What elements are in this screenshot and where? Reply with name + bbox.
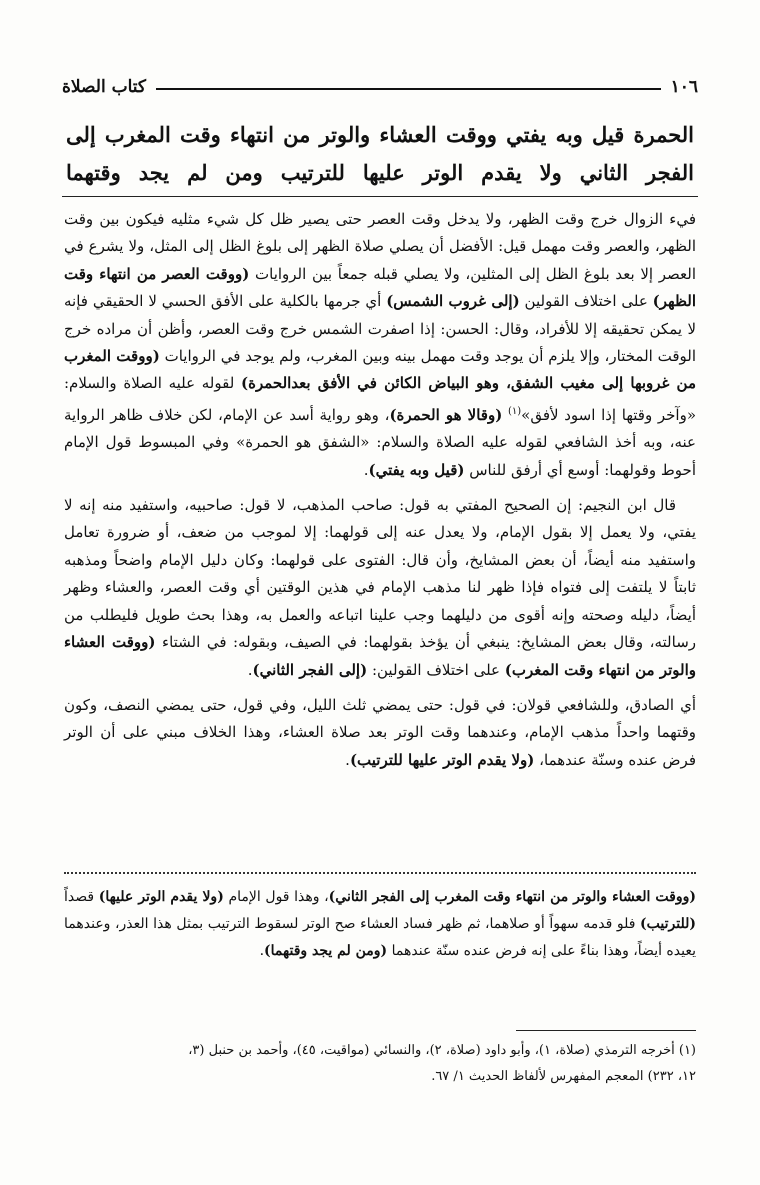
- quoted-matn: (وقالا هو الحمرة): [389, 405, 503, 424]
- commentary: [64, 206, 696, 782]
- marginal-commentary: [64, 884, 696, 965]
- text: على اختلاف القولين: [519, 292, 653, 311]
- commentary-paragraph-1: [64, 206, 696, 484]
- footnote-divider: [516, 1030, 696, 1031]
- quoted-matn: (ومن لم يجد وقتهما): [264, 943, 388, 959]
- text: ، وهذا قول الإمام: [223, 889, 329, 905]
- dotted-separator: [64, 872, 696, 874]
- main-text: [66, 116, 694, 192]
- quoted-matn: (ووقت العصر من انتهاء وقت الظهر): [64, 264, 696, 311]
- quoted-matn: (إلى الفجر الثاني): [252, 660, 368, 679]
- main-text-line-2: الفجر الثاني ولا يقدم الوتر عليها للترتيب ومن لم يجد وقتهما: [66, 160, 694, 185]
- text: ، وهو رواية أسد عن الإمام، لكن خلاف ظاهر الرواية عنه، وبه أخذ الشافعي لقوله عليه الصلاة والسلام: «الشفق هو الحمرة» وفي المبسوط قول الإمام أحوط وقولهما: أوسع أي أرفق للناس: [64, 405, 696, 479]
- text: .: [345, 750, 350, 769]
- main-text-divider: [62, 196, 698, 197]
- quoted-matn: (ووقت العشاء والوتر من انتهاء وقت المغرب إلى الفجر الثاني): [328, 889, 697, 905]
- text: .: [259, 943, 265, 959]
- quoted-matn: (للترتيب): [640, 916, 696, 932]
- footnote-marker: (١): [507, 405, 522, 417]
- footnote-line-2: ١٢، ٢٣٢) المعجم المفهرس لألفاظ الحديث ١/ ٦٧.: [431, 1069, 696, 1084]
- quoted-matn: (قيل وبه يفتي): [368, 460, 465, 479]
- text: أي جرمها بالكلية على الأفق الحسي لا الحقيقي فإنه لا يمكن تحقيقه إلا للأفراد، وقال: الحسن: إذا اصفرت الشمس خرج وقت العصر، وأظن أن مراده خرج الوقت المختار، وإلا يلزم أن يوجد وقت مهمل بينه وبين المغرب، ولم يوجد في الروايات: [64, 292, 697, 366]
- quoted-matn: (ووقت المغرب من غروبها إلى مغيب الشفق، وهو البياض الكائن في الأفق بعدالحمرة): [64, 347, 696, 393]
- text: فيء الزوال خرج وقت الظهر، ولا يدخل وقت العصر حتى يصير ظل كل شيء مثليه فيكون بين وقت الظهر، والعصر وقت مهمل قيل: الأفضل أن يصلي صلاة الظهر إلى بلوغ الظل إلى المثل، ولا يشرع في العصر إلا بعد بلوغ الظل إلى المثلين، ولا يصلي قبله جمعاً بين الروايات: [64, 210, 696, 283]
- quoted-matn: (ووقت العشاء والوتر من انتهاء وقت المغرب): [64, 633, 696, 679]
- page-number: ١٠٦: [670, 77, 698, 97]
- text: على اختلاف القولين:: [367, 660, 505, 679]
- text: أي الصادق، وللشافعي قولان: في قول: حتى يمضي ثلث الليل، وفي قول، حتى يمضي النصف، وكون وقتهما واحداً مذهب الإمام، وعندهما وقت الوتر بعد صلاة العشاء، وهذا الخلاف مبني على أن الوتر فرض عنده وسنّة عندهما،: [64, 695, 696, 769]
- footnotes: [64, 1038, 696, 1090]
- quoted-matn: (ولا يقدم الوتر عليها): [98, 889, 224, 905]
- commentary-paragraph-2: [64, 492, 696, 684]
- text: .: [247, 660, 253, 679]
- commentary-paragraph-3: [64, 692, 696, 774]
- running-header: [62, 74, 698, 100]
- text: قال ابن النجيم: إن الصحيح المفتي به قول: صاحب المذهب، لا قول: صاحبيه، واستفيد منه إنه لا يفتي، ولا يعمل إلا بقول الإمام، ولا يعدل عنه إلى قولهما: إلا لموجب من ضعف، أو ضرورة تعامل واستفيد منه أيضاً، أن بعض المشايخ، وأن قال: الفتوى على قولهما: وكان دليل الإمام واضحاً ومذهبه ثابتاً لا يلتفت إلى فتواه فإذا ظهر لنا مذهب الإمام في هذين الوقتين أي وقت العصر، والعشاء وظهر أيضاً، دليله وصحته وإنه أقوى من دليلهما وجب علينا اتباعه والعمل به، وهذا بحث طويل فليطلب من رسالته، وقال بعض المشايخ: ينبغي أن يؤخذ بقولهما: في الصيف، وبقوله: في الشتاء: [64, 496, 697, 652]
- quoted-matn: (إلى غروب الشمس): [386, 292, 520, 311]
- header-line: [156, 88, 661, 90]
- main-text-line-1: الحمرة قيل وبه يفتي ووقت العشاء والوتر من انتهاء وقت المغرب إلى: [66, 122, 694, 147]
- book-title: كتاب الصلاة: [62, 77, 147, 97]
- text: فلو قدمه سهواً أو صلاهما، ثم ظهر فساد العشاء صح الوتر لسقوط الترتيب بمثل هذا العذر، وعندهما يعيده أيضاً، وهذا بناءً على إنه فرض عنده سنّة عندهما: [64, 916, 696, 959]
- text: .: [363, 460, 369, 479]
- footnote-line-1: (١) أخرجه الترمذي (صلاة، ١)، وأبو داود (صلاة، ٢)، والنسائي (مواقيت، ٤٥)، وأحمد بن حنبل (٣،: [188, 1043, 696, 1058]
- quoted-matn: (ولا يقدم الوتر عليها للترتيب): [349, 750, 535, 769]
- text: قصداً: [64, 889, 99, 905]
- text: لقوله عليه الصلاة والسلام: «وآخر وقتها إذا اسود لأفق»: [64, 374, 696, 424]
